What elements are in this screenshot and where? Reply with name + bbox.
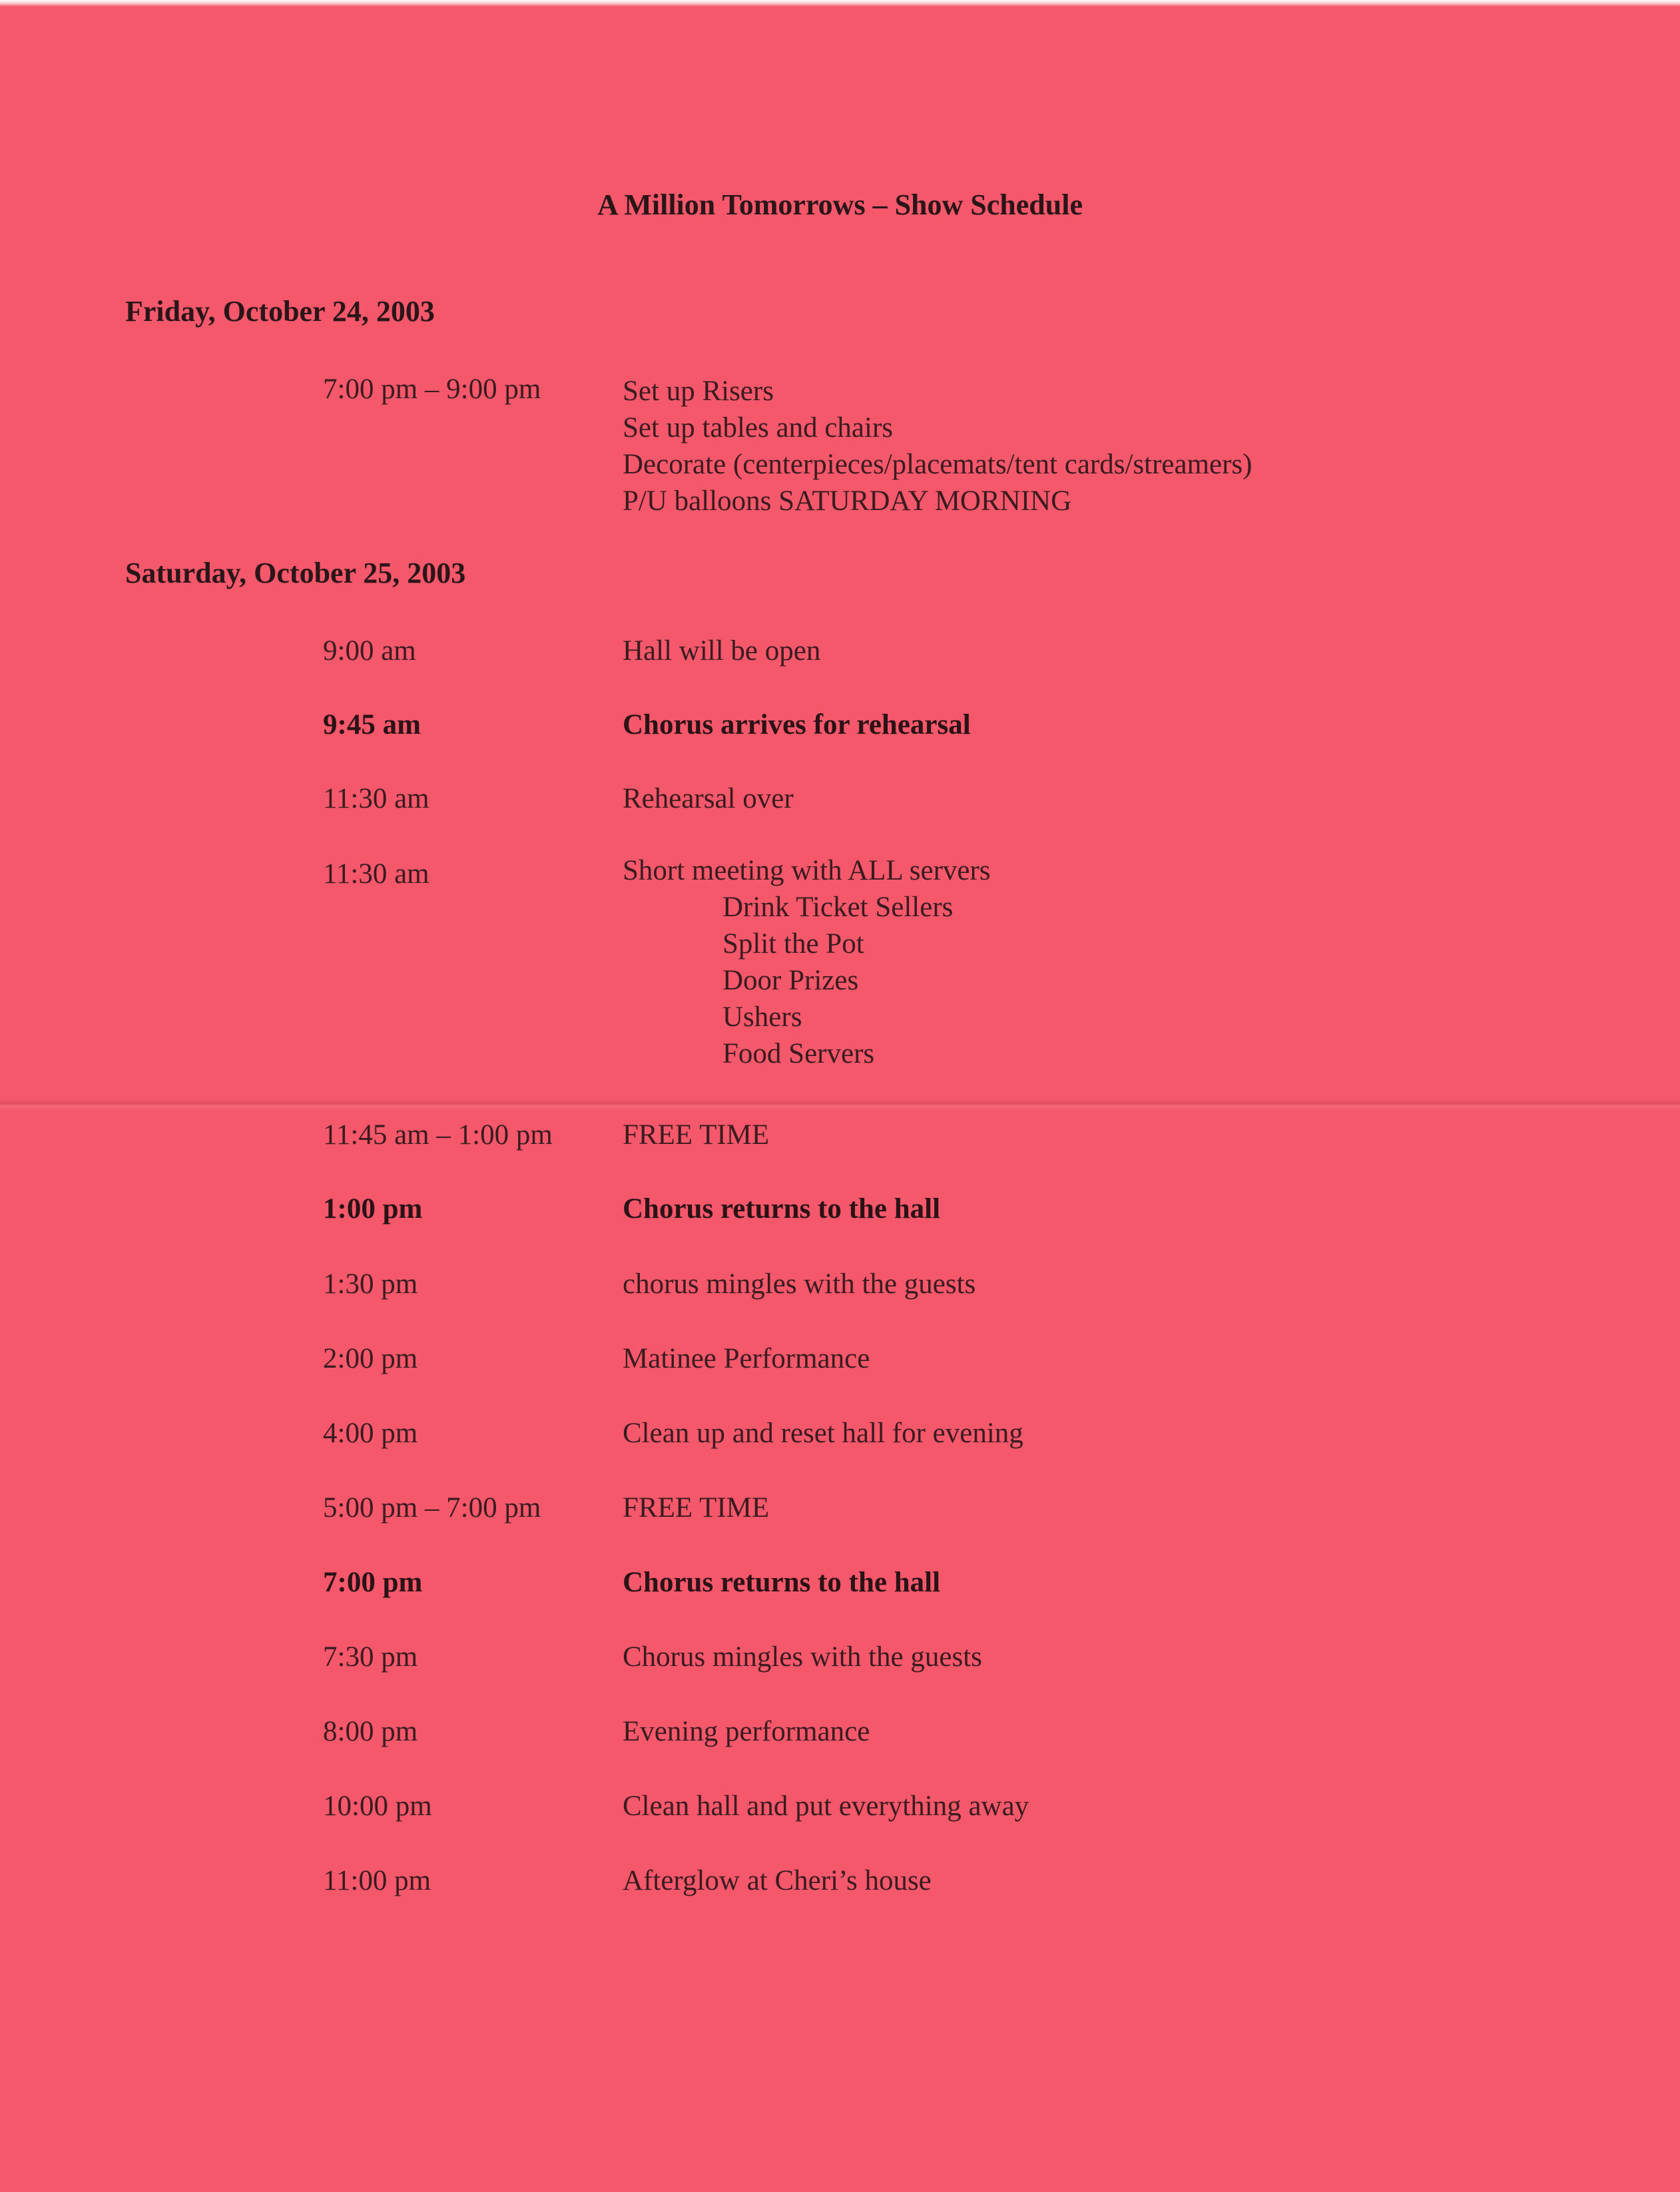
row-activity-block — [623, 852, 991, 1069]
row-activity: FREE TIME — [623, 1492, 770, 1523]
row-activity: Afterglow at Cheri’s house — [623, 1865, 932, 1896]
row-time: 11:00 pm — [323, 1865, 431, 1896]
row-activity: Chorus arrives for rehearsal — [623, 709, 971, 740]
row-time: 8:00 pm — [323, 1716, 418, 1747]
row-activity: Chorus returns to the hall — [623, 1193, 941, 1225]
friday-time: 7:00 pm – 9:00 pm — [323, 374, 541, 405]
row-activity: Chorus mingles with the guests — [623, 1641, 982, 1673]
row-time: 4:00 pm — [323, 1418, 418, 1449]
list-item: Decorate (centerpieces/placemats/tent cards/streamers) — [623, 449, 1253, 480]
row-time: 11:30 am — [323, 783, 429, 814]
row-time: 9:45 am — [323, 709, 421, 740]
row-time: 11:45 am – 1:00 pm — [323, 1119, 553, 1151]
paper-fold-line — [0, 1099, 1680, 1111]
row-activity: FREE TIME — [623, 1119, 770, 1151]
list-item: Ushers — [722, 1001, 802, 1033]
list-item: Set up Risers — [623, 376, 774, 407]
list-item: Split the Pot — [722, 928, 864, 959]
server-group-list — [623, 889, 991, 1069]
row-time: 1:30 pm — [323, 1268, 418, 1300]
saturday-header: Saturday, October 25, 2003 — [125, 557, 466, 589]
row-activity: Rehearsal over — [623, 783, 794, 814]
list-item: Food Servers — [722, 1038, 875, 1069]
page-title: A Million Tomorrows – Show Schedule — [597, 188, 1083, 221]
row-time: 2:00 pm — [323, 1343, 418, 1374]
list-item: P/U balloons SATURDAY MORNING — [623, 485, 1072, 517]
row-time: 7:30 pm — [323, 1641, 418, 1673]
row-activity: Chorus returns to the hall — [623, 1567, 941, 1598]
list-item: Set up tables and chairs — [623, 412, 894, 443]
row-activity: Evening performance — [623, 1716, 870, 1747]
paper-top-edge — [0, 0, 1680, 7]
row-time: 7:00 pm — [323, 1567, 423, 1598]
friday-header: Friday, October 24, 2003 — [125, 295, 435, 328]
row-time: 10:00 pm — [323, 1790, 432, 1822]
row-activity: Matinee Performance — [623, 1343, 870, 1374]
row-time: 9:00 am — [323, 635, 416, 667]
list-item: Door Prizes — [722, 965, 859, 996]
list-item: Drink Ticket Sellers — [722, 892, 954, 923]
row-activity: chorus mingles with the guests — [623, 1268, 976, 1300]
row-time: 5:00 pm – 7:00 pm — [323, 1492, 541, 1523]
row-time: 11:30 am — [323, 858, 429, 890]
row-time: 1:00 pm — [323, 1193, 423, 1225]
friday-task-list — [623, 373, 1252, 519]
row-activity: Hall will be open — [623, 635, 821, 667]
row-activity: Clean hall and put everything away — [623, 1790, 1029, 1822]
row-activity: Clean up and reset hall for evening — [623, 1418, 1023, 1449]
row-activity: Short meeting with ALL servers — [623, 855, 991, 886]
